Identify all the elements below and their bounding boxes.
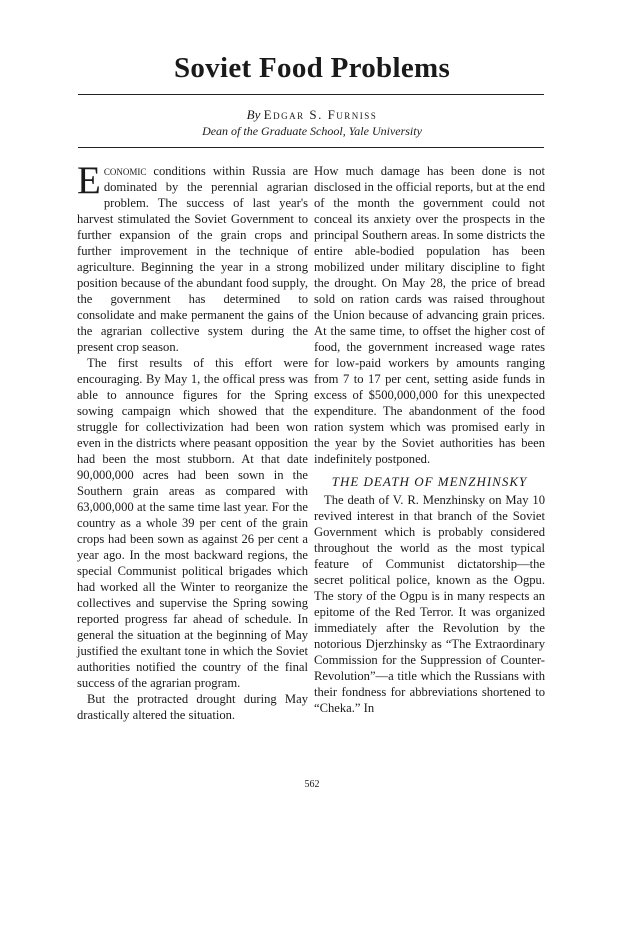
article-title: Soviet Food Problems (173, 52, 451, 84)
byline-rule (78, 147, 544, 148)
left-paragraph-2: The first results of this effort were encouraging. By May 1, the offical press was able to announce figures for the Spring sowing campaign which showed that the struggle for collectivization had been won even in the districts where peasant opposition had been the most stubborn. At that date 90,000,000 acres had been sown in the Southern grain areas as compared with 63,000,000 at the same time last year. For the country as a whole 39 per cent of the grain crops had been sown as against 26 per cent a year ago. In the most backward regions, the special Communist political brigades which had worked all the Winter to reorganize the collectives and supervise the Spring sowing reported progress far ahead of schedule. In general the situation at the beginning of May justified the exultant tone in which the Soviet authorities notified the country of the final success of the agrarian program. (77, 356, 308, 690)
left-paragraph-1 (77, 159, 308, 355)
right-paragraph-1: How much damage has been done is not disclosed in the official reports, but at the end of the month the government could not conceal its anxiety over the prospects in the principal Southern areas. In some districts the entire able-bodied population has been mobilized under military discipline to fight the drought. On May 28, the price of bread sold on ration cards was raised throughout the Union because of advancing grain prices. At the same time, to offset the higher cost of food, the government increased wage rates for low-paid workers by amounts ranging from 7 to 17 per cent, setting aside funds in excess of $500,000,000 for this unexpected expenditure. The abandonment of the food ration system which was promised early in the year by the Soviet authorities has been indefinitely postponed. (314, 164, 545, 466)
left-column (77, 159, 308, 723)
left-paragraph-3: But the protracted drought during May drastically altered the situation. (77, 692, 308, 722)
left-paragraph-1-text: conditions within Russia are dominated by the perennial agrarian problem. The success of last year's harvest stimulated the Soviet Government to further expansion of the grain crops and further improvement in the technique of agriculture. Beginning the year in a strong position because of the abundant food supply, the government has determined to consolidate and make permanent the gains of the agrarian collective system during the present crop season. (77, 164, 308, 354)
section-heading: THE DEATH OF MENZHINSKY (331, 474, 528, 489)
author-affiliation: Dean of the Graduate School, Yale University (202, 124, 422, 138)
author-name: Edgar S. Furniss (263, 107, 378, 122)
right-column (314, 163, 545, 716)
byline (0, 107, 624, 123)
title-rule (78, 94, 544, 95)
byline-by: By (246, 107, 261, 122)
right-paragraph-2: The death of V. R. Menzhinsky on May 10 revived interest in that branch of the Soviet Government which is probably considered throughout the world as the most typical feature of Communist dictatorship—the secret political police, known as the Ogpu. The story of the Ogpu is in many respects an epitome of the Red Terror. It was organized immediately after the Revolution by the notorious Djerzhinsky as “The Extraordinary Commission for the Suppression of Counter-Revolution”—a title which the Russians with their fondness for abbreviations shortened to “Cheka.” In (314, 493, 545, 715)
lead-in-smallcaps: conomic (103, 164, 147, 178)
drop-cap: E (77, 159, 101, 202)
page-number: 562 (304, 779, 320, 790)
